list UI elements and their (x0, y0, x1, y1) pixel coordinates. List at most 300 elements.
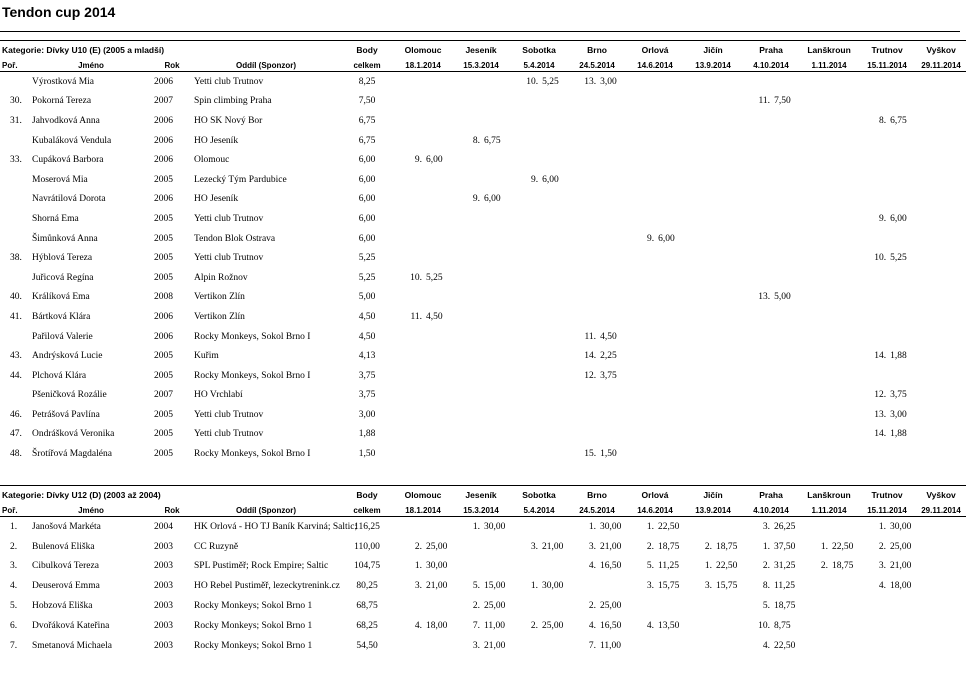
rank-cell (916, 386, 946, 406)
points-cell (946, 327, 966, 347)
year-cell: 2007 (154, 390, 173, 401)
rank-cell (452, 248, 482, 268)
table-row (0, 268, 966, 288)
rank-cell (452, 72, 482, 92)
points-cell: 30,00 (600, 521, 622, 532)
points-cell (714, 72, 742, 92)
club-cell: Spin climbing Praha (194, 96, 272, 107)
points-cell (830, 229, 858, 249)
rank-cell (684, 131, 714, 151)
rank-cell (394, 248, 424, 268)
points-cell (656, 386, 684, 406)
points-cell (772, 111, 800, 131)
rank-cell (858, 190, 888, 210)
points-cell (830, 72, 858, 92)
place-cell: 47. (10, 429, 22, 440)
points-cell (888, 170, 916, 190)
points-cell (772, 346, 800, 366)
points-cell (598, 405, 626, 425)
rank-cell (858, 229, 888, 249)
rank-cell: 8. (762, 581, 771, 592)
rank-cell (916, 209, 946, 229)
points-cell: 6,00 (542, 174, 559, 185)
points-cell (946, 288, 966, 308)
name-cell: Pšeničková Rozálie (32, 390, 107, 401)
rank-cell: 11. (410, 311, 423, 322)
rank-cell (800, 444, 830, 464)
rank-cell: 9. (878, 213, 887, 224)
rank-cell: 5. (646, 561, 655, 572)
rank-cell (626, 636, 656, 656)
name-cell: Šimůnková Anna (32, 233, 98, 244)
date-header: 29.11.2014 (916, 59, 966, 72)
rank-cell: 3. (878, 561, 887, 572)
points-cell (714, 131, 742, 151)
points-cell: 25,00 (890, 541, 912, 552)
points-cell: 6,00 (658, 233, 675, 244)
place-cell: 4. (10, 581, 18, 592)
rank-cell: 2. (878, 541, 887, 552)
place-cell: 38. (10, 253, 22, 264)
date-header: 4.10.2014 (742, 59, 800, 72)
points-cell (424, 386, 452, 406)
total-cell: 4,13 (358, 351, 376, 362)
rank-cell (452, 288, 482, 308)
rank-cell (800, 229, 830, 249)
place-cell: 1. (10, 521, 18, 532)
venue-header: Olomouc (394, 41, 452, 60)
points-cell (540, 596, 568, 616)
club-cell: Rocky Monkeys; Sokol Brno 1 (194, 601, 313, 612)
rank-cell (626, 268, 656, 288)
points-cell (656, 190, 684, 210)
year-cell: 2005 (154, 233, 173, 244)
rank-cell: 13. (584, 76, 597, 87)
points-cell: 15,75 (716, 581, 738, 592)
points-cell: 26,25 (774, 521, 796, 532)
points-cell: 18,75 (832, 561, 854, 572)
rank-cell (858, 268, 888, 288)
date-header: 24.5.2014 (568, 504, 626, 517)
rank-cell (394, 444, 424, 464)
points-cell (714, 307, 742, 327)
rank-cell (684, 307, 714, 327)
rank-cell (800, 150, 830, 170)
name-cell: Bártková Klára (32, 311, 91, 322)
rank-cell: 3. (646, 581, 655, 592)
rank-cell (800, 131, 830, 151)
table-row (0, 150, 966, 170)
rank-cell (684, 405, 714, 425)
points-cell (656, 636, 684, 656)
points-cell (714, 170, 742, 190)
rank-cell (742, 190, 772, 210)
rank-cell (568, 92, 598, 112)
rank-cell (626, 596, 656, 616)
total-cell: 3,75 (358, 390, 376, 401)
points-cell (714, 229, 742, 249)
table-row (0, 307, 966, 327)
points-cell: 30,00 (890, 521, 912, 532)
club-header: Oddíl (Sponzor) (192, 504, 340, 517)
rank-cell (394, 405, 424, 425)
date-header: 13.9.2014 (684, 59, 742, 72)
name-cell: Moserová Mia (32, 174, 88, 185)
points-cell (482, 170, 510, 190)
points-cell: 21,00 (600, 541, 622, 552)
club-cell: Lezecký Tým Pardubice (194, 174, 287, 185)
points-cell (830, 576, 858, 596)
points-cell (714, 327, 742, 347)
total-cell: 5,00 (358, 292, 376, 303)
rank-cell (684, 346, 714, 366)
points-cell: 22,50 (774, 640, 796, 651)
points-cell (482, 72, 510, 92)
rank-cell (626, 170, 656, 190)
column-header-row (0, 504, 966, 517)
year-cell: 2006 (154, 135, 173, 146)
total-cell: 6,00 (358, 194, 376, 205)
rank-cell (684, 327, 714, 347)
points-cell (772, 386, 800, 406)
rank-cell (800, 596, 830, 616)
year-cell: 2003 (154, 620, 173, 631)
rank-cell: 2. (472, 601, 480, 612)
table-row (0, 327, 966, 347)
year-cell: 2005 (154, 409, 173, 420)
name-header: Jméno (30, 59, 152, 72)
rank-cell (800, 636, 830, 656)
year-cell: 2005 (154, 272, 173, 283)
year-cell: 2004 (154, 521, 173, 532)
rank-cell: 1. (472, 521, 480, 532)
name-cell: Hýblová Tereza (32, 253, 93, 264)
points-cell (656, 405, 684, 425)
rank-cell (800, 111, 830, 131)
points-cell: 30,00 (484, 521, 506, 532)
total-cell: 3,75 (358, 370, 376, 381)
rank-cell (568, 150, 598, 170)
rank-cell (510, 111, 540, 131)
rank-cell (800, 346, 830, 366)
rank-cell (858, 366, 888, 386)
rank-cell (858, 444, 888, 464)
points-cell (482, 307, 510, 327)
place-cell: 2. (10, 541, 18, 552)
points-cell (424, 405, 452, 425)
points-cell: 1,88 (890, 351, 907, 362)
rank-cell (626, 386, 656, 406)
rank-cell: 5. (762, 601, 771, 612)
rank-cell: 13. (758, 292, 771, 303)
rank-cell: 3. (588, 541, 597, 552)
rank-cell (800, 386, 830, 406)
venue-header: Praha (742, 41, 800, 60)
table-row (0, 209, 966, 229)
points-cell: 18,75 (774, 601, 796, 612)
points-cell (656, 131, 684, 151)
points-cell (540, 268, 568, 288)
date-header: 4.10.2014 (742, 504, 800, 517)
rank-cell (568, 386, 598, 406)
points-cell: 16,50 (600, 561, 622, 572)
rank-cell (916, 229, 946, 249)
date-header: 14.6.2014 (626, 59, 684, 72)
rank-cell (394, 229, 424, 249)
rank-cell (394, 386, 424, 406)
rank-cell: 1. (646, 521, 655, 532)
points-cell: 21,00 (542, 541, 564, 552)
rank-cell (452, 209, 482, 229)
points-cell (598, 190, 626, 210)
rank-cell (916, 268, 946, 288)
place-cell: 40. (10, 292, 22, 303)
rank-cell (684, 229, 714, 249)
rank-cell (568, 425, 598, 445)
rank-cell (510, 557, 540, 577)
points-cell (540, 425, 568, 445)
divider (0, 31, 960, 32)
table-row (0, 366, 966, 386)
name-cell: Cupáková Barbora (32, 155, 104, 166)
points-cell (772, 170, 800, 190)
points-cell (946, 72, 966, 92)
points-cell (714, 386, 742, 406)
points-cell: 31,25 (774, 561, 796, 572)
rank-cell (684, 386, 714, 406)
points-cell (830, 596, 858, 616)
points-cell: 25,00 (542, 620, 564, 631)
name-cell: Pařilová Valerie (32, 331, 93, 342)
results-table-u10 (0, 40, 966, 464)
points-cell (714, 150, 742, 170)
points-cell (714, 288, 742, 308)
rank-cell (916, 346, 946, 366)
year-cell: 2005 (154, 174, 173, 185)
points-cell (888, 131, 916, 151)
points-cell (656, 209, 684, 229)
club-cell: HO Jeseník (194, 135, 239, 146)
rank-cell (626, 248, 656, 268)
points-cell (888, 268, 916, 288)
points-cell (540, 131, 568, 151)
table-row (0, 111, 966, 131)
rank-cell (916, 444, 946, 464)
points-cell (888, 307, 916, 327)
rank-cell (568, 111, 598, 131)
points-cell: 6,75 (484, 135, 501, 146)
points-cell (714, 248, 742, 268)
rank-cell (568, 190, 598, 210)
date-header: 13.9.2014 (684, 504, 742, 517)
rank-cell (800, 209, 830, 229)
venue-header: Brno (568, 41, 626, 60)
rank-cell (742, 209, 772, 229)
points-cell (714, 616, 742, 636)
points-cell (714, 92, 742, 112)
points-cell: 3,75 (600, 370, 617, 381)
rank-cell (510, 288, 540, 308)
rank-cell (626, 444, 656, 464)
points-cell (772, 72, 800, 92)
date-header: 15.3.2014 (452, 504, 510, 517)
name-cell: Petrášová Pavlína (32, 409, 100, 420)
total-cell: 6,00 (358, 174, 376, 185)
points-header: Body (340, 41, 394, 60)
venue-header: Jeseník (452, 41, 510, 60)
rank-cell (452, 346, 482, 366)
place-cell: 3. (10, 561, 18, 572)
club-cell: SPL Pustiměř; Rock Empire; Saltic (194, 561, 329, 572)
points-cell (830, 209, 858, 229)
rank-cell (684, 92, 714, 112)
table-row (0, 596, 966, 616)
name-cell: Andrýsková Lucie (32, 351, 103, 362)
rank-cell (858, 288, 888, 308)
year-header: Rok (152, 59, 192, 72)
table-row (0, 288, 966, 308)
rank-cell: 4. (414, 620, 422, 631)
points-cell (830, 248, 858, 268)
club-cell: HO Vrchlabí (194, 390, 243, 401)
rank-cell (626, 288, 656, 308)
club-cell: Yetti club Trutnov (194, 409, 264, 420)
rank-cell (394, 596, 424, 616)
rank-cell: 2. (646, 541, 655, 552)
rank-cell (916, 425, 946, 445)
results-table-u12 (0, 485, 966, 656)
rank-cell (394, 111, 424, 131)
rank-cell: 7. (588, 640, 597, 651)
year-cell: 2006 (154, 76, 173, 87)
points-cell (714, 444, 742, 464)
place-cell (0, 131, 30, 151)
points-cell (656, 596, 684, 616)
rank-cell (916, 131, 946, 151)
total-cell: 1,50 (358, 449, 376, 460)
place-header: Poř. (0, 59, 30, 72)
points-cell (598, 111, 626, 131)
points-cell (540, 517, 568, 537)
rank-cell (568, 307, 598, 327)
rank-cell: 10. (410, 272, 423, 283)
rank-cell (858, 131, 888, 151)
venue-header: Sobotka (510, 486, 568, 505)
points-cell (540, 444, 568, 464)
club-cell: Kuřim (194, 351, 219, 362)
rank-cell (626, 72, 656, 92)
points-cell (424, 425, 452, 445)
rank-cell (916, 111, 946, 131)
points-cell (714, 517, 742, 537)
points-cell (946, 405, 966, 425)
points-cell: 18,00 (890, 581, 912, 592)
points-cell: 21,00 (484, 640, 506, 651)
rank-cell (452, 405, 482, 425)
year-cell: 2003 (154, 581, 173, 592)
rank-cell (626, 131, 656, 151)
points-cell (424, 72, 452, 92)
rank-cell: 10. (526, 76, 539, 87)
points-cell (830, 327, 858, 347)
rank-cell (684, 209, 714, 229)
points-cell (540, 557, 568, 577)
rank-cell: 2. (530, 620, 539, 631)
rank-cell (510, 190, 540, 210)
points-cell (946, 517, 966, 537)
rank-cell (800, 307, 830, 327)
points-cell (946, 366, 966, 386)
points-cell (540, 209, 568, 229)
rank-cell: 1. (878, 521, 887, 532)
points-cell (424, 327, 452, 347)
rank-cell (684, 111, 714, 131)
club-cell: Yetti club Trutnov (194, 253, 264, 264)
total-cell: 68,75 (356, 601, 378, 612)
place-cell: 31. (10, 115, 22, 126)
points-cell (830, 366, 858, 386)
rank-cell (394, 517, 424, 537)
rank-cell (394, 170, 424, 190)
points-cell (482, 111, 510, 131)
rank-cell (626, 92, 656, 112)
rank-cell: 5. (472, 581, 480, 592)
rank-cell: 8. (472, 135, 481, 146)
club-cell: Yetti club Trutnov (194, 429, 264, 440)
rank-cell (394, 366, 424, 386)
points-cell: 25,00 (426, 541, 448, 552)
year-cell: 2006 (154, 331, 173, 342)
club-cell: HK Orlová - HO TJ Baník Karviná; Saltic; (194, 521, 358, 532)
rank-cell (452, 111, 482, 131)
rank-cell: 10. (758, 620, 771, 631)
rank-cell (568, 248, 598, 268)
points-cell (656, 111, 684, 131)
points-cell (946, 307, 966, 327)
year-cell: 2003 (154, 601, 173, 612)
points-cell (772, 327, 800, 347)
points-cell (482, 346, 510, 366)
rank-cell: 12. (874, 390, 887, 401)
table-row (0, 425, 966, 445)
points-cell (424, 596, 452, 616)
rank-cell (510, 131, 540, 151)
points-cell (424, 209, 452, 229)
points-cell (888, 444, 916, 464)
rank-cell (684, 190, 714, 210)
rank-cell (916, 557, 946, 577)
table-row (0, 444, 966, 464)
rank-cell (394, 327, 424, 347)
rank-cell (800, 366, 830, 386)
rank-cell (452, 229, 482, 249)
club-cell: CC Ruzyně (194, 541, 239, 552)
points-cell (830, 517, 858, 537)
rank-cell (742, 170, 772, 190)
rank-cell (916, 72, 946, 92)
rank-cell: 10. (874, 253, 887, 264)
rank-cell: 1. (414, 561, 422, 572)
points-cell (772, 209, 800, 229)
points-cell: 6,00 (890, 213, 907, 224)
rank-cell (684, 288, 714, 308)
total-header: celkem (340, 59, 394, 72)
total-header: celkem (340, 504, 394, 517)
points-cell (540, 405, 568, 425)
rank-cell: 2. (704, 541, 713, 552)
club-header: Oddíl (Sponzor) (192, 59, 340, 72)
place-cell: 7. (10, 640, 18, 651)
